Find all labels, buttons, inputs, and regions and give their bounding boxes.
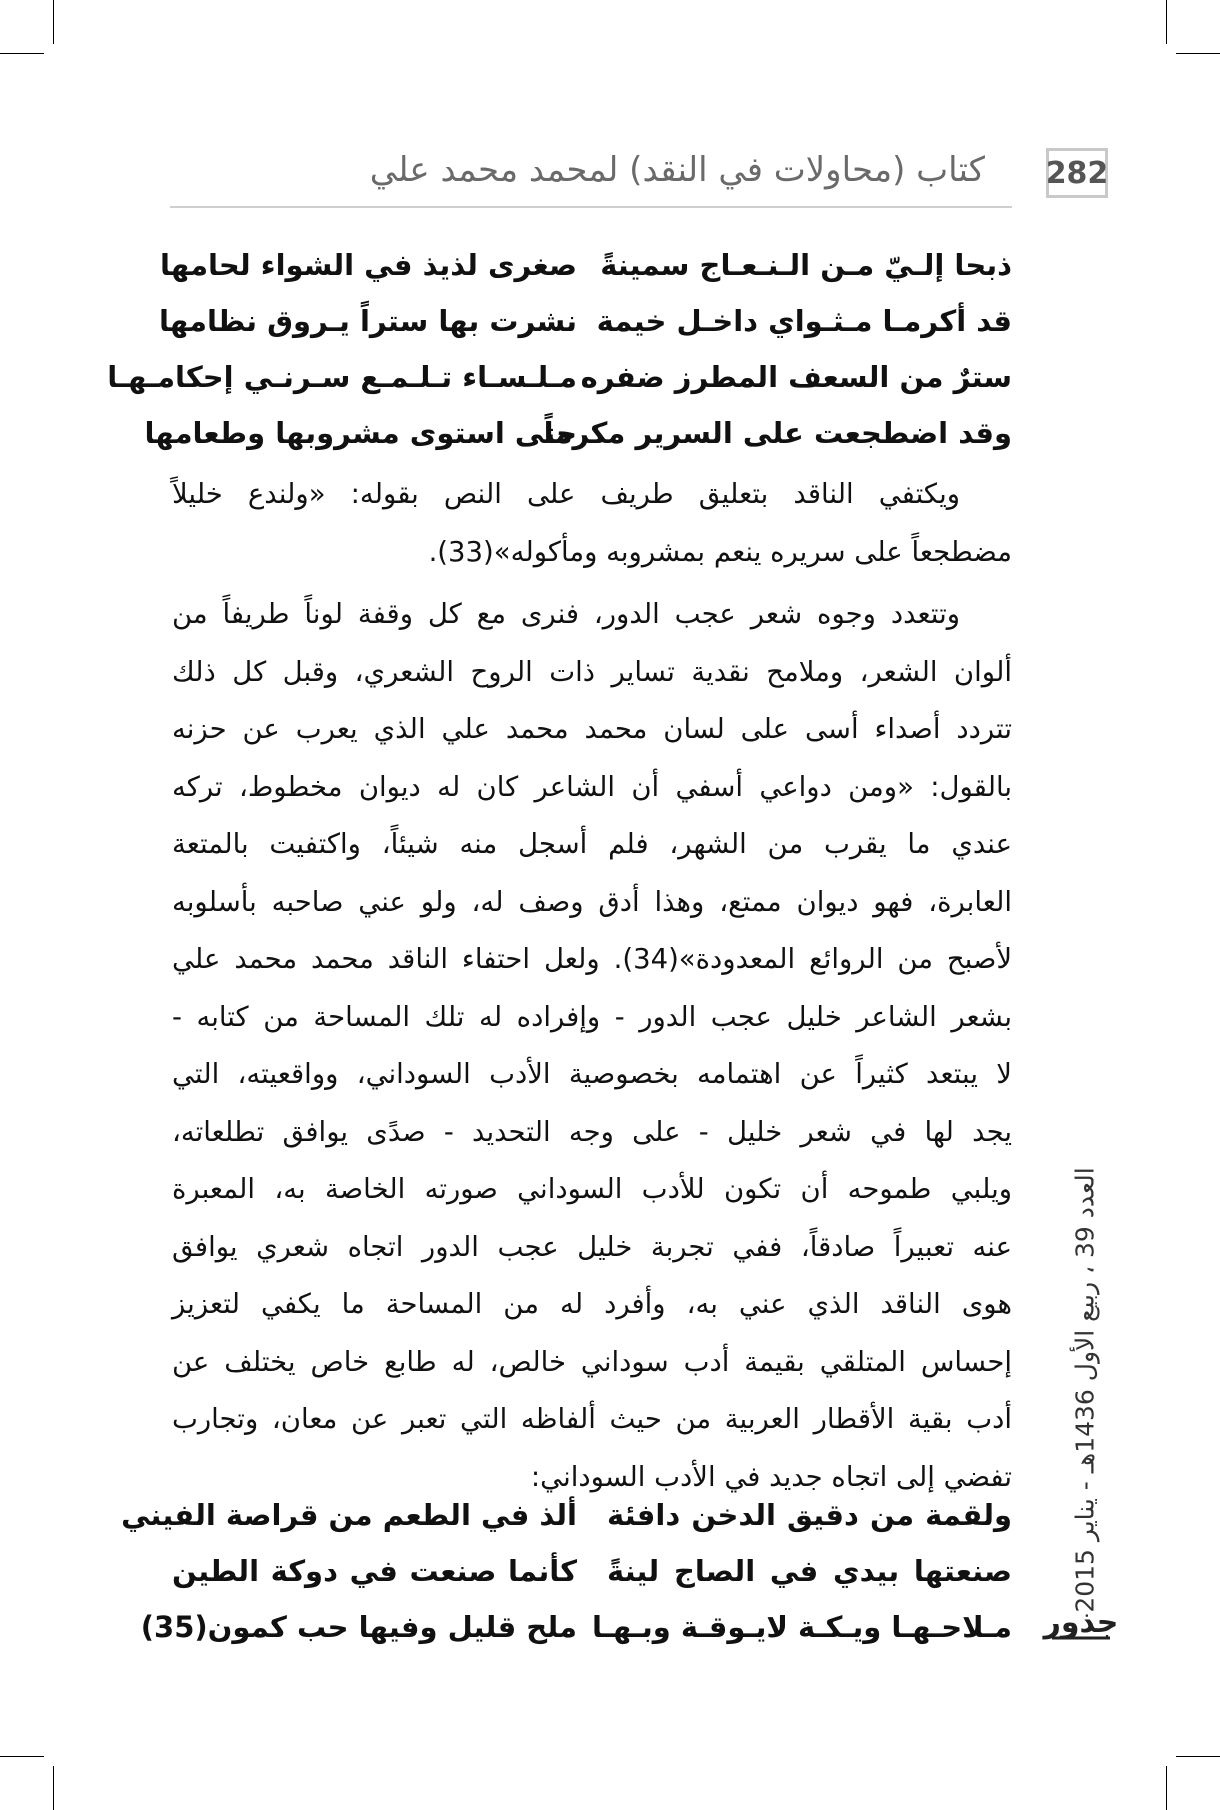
crop-mark [0, 1756, 44, 1757]
journal-logo [1043, 1602, 1119, 1642]
verse-line [140, 1610, 1012, 1666]
verse-first-hemistich: ذبحا إلـيّ مـن الـنـعـاج سمينةً [600, 248, 1012, 282]
verse-line [107, 360, 1012, 416]
verse-second-hemistich: ملح قليل وفيها حب كمون(35) [140, 1610, 577, 1644]
verse-line [144, 416, 1012, 472]
issue-info: العدد 39 ، ربيع الأول 1436هـ - يناير 2015 [1070, 1167, 1100, 1613]
page-header [0, 140, 1220, 204]
text-line: لأصبح من الروائع المعدودة»(34). ولعل احتفاء الناقد محمد محمد علي [172, 943, 1013, 975]
verse-first-hemistich: قد أكرمـا مـثـواي داخـل خيمة [596, 304, 1012, 338]
crop-mark [0, 53, 44, 54]
verse-line [172, 1554, 1012, 1610]
text-line: عندي ما يقرب من الشهر، فلم أسجل منه شيئاً، واكتفيت بالمتعة [172, 828, 1012, 860]
paragraph-body [172, 586, 1012, 1506]
text-line: أدب بقية الأقطار العربية من حيث ألفاظه التي تعبر عن معان، وتجارب [172, 1403, 1012, 1435]
logo-underline-icon [1046, 1602, 1116, 1642]
page-number: 282 [1046, 148, 1108, 198]
verse-first-hemistich: ولقمة من دقيق الدخن دافئة [607, 1498, 1012, 1532]
verse-second-hemistich: حتى استوى مشروبها وطعامها [144, 416, 577, 450]
verse-first-hemistich: وقد اضطجعت على السرير مكرماً [543, 416, 1012, 450]
crop-mark [53, 0, 54, 44]
crop-mark [1166, 0, 1167, 44]
crop-mark [1176, 1756, 1220, 1757]
text-line: ويكتفي الناقد بتعليق طريف على النص بقوله: «ولندع خليلاً [172, 478, 960, 510]
verse-line [121, 1498, 1012, 1554]
text-line: العابرة، فهو ديوان ممتع، وهذا أدق وصف له، ولو عني صاحبه بأسلوبه [172, 885, 1012, 918]
header-divider [170, 206, 1012, 208]
verse-first-hemistich: صنعتها بيدي في الصاج لينةً [607, 1554, 1012, 1588]
verse-line [158, 304, 1012, 360]
crop-mark [1176, 53, 1220, 54]
verse-second-hemistich: نشرت بها ستراً يـروق نظامها [158, 304, 577, 338]
verse-block-bottom [121, 1498, 1012, 1666]
verse-second-hemistich: ألذ في الطعم من قراصة الفيني [121, 1498, 577, 1532]
verse-second-hemistich: صغرى لذيذ في الشواء لحامها [160, 248, 577, 282]
text-line: يجد لها في شعر خليل - على وجه التحديد - صدًى يوافق تطلعاته، [172, 1115, 1012, 1148]
running-title: كتاب (محاولات في النقد) لمحمد محمد علي [369, 150, 985, 190]
logo-text: جذور [1043, 1604, 1119, 1640]
text-line: مضطجعاً على سريره ينعم بمشروبه ومأكوله»(33). [428, 535, 1012, 568]
text-line: عنه تعبيراً صادقاً، ففي تجربة خليل عجب الدور اتجاه شعري يوافق [172, 1230, 1012, 1263]
verse-block-top [107, 248, 1012, 472]
verse-line [160, 248, 1012, 304]
verse-first-hemistich: سترٌ من السعف المطرز ضفره [580, 360, 1012, 394]
text-line: ألوان الشعر، وملامح نقدية تساير ذات الروح الشعري، وقبل كل ذلك [172, 655, 1012, 688]
text-line: بالقول: «ومن دواعي أسفي أن الشاعر كان له ديوان مخطوط، تركه [172, 770, 1012, 803]
text-line: وتتعدد وجوه شعر عجب الدور، فنرى مع كل وقفة لوناً طريفاً من [172, 598, 960, 630]
text-line: لا يبتعد كثيراً عن اهتمامه بخصوصية الأدب السوداني، وواقعيته، التي [172, 1058, 1012, 1090]
text-line: ويلبي طموحه أن تكون للأدب السوداني صورته الخاصة به، المعبرة [172, 1173, 1012, 1205]
issue-sidebar [1040, 1140, 1130, 1640]
text-line: هوى الناقد الذي عني به، وأفرد له من المساحة ما يكفي لتعزيز [172, 1288, 1012, 1320]
paragraph-commentary [172, 466, 1012, 581]
verse-second-hemistich: مـلـسـاء تـلـمـع سـرنـي إحكامـهـا [107, 360, 577, 394]
crop-mark [53, 1766, 54, 1810]
text-line: إحساس المتلقي بقيمة أدب سوداني خالص، له طابع خاص يختلف عن [172, 1345, 1012, 1378]
verse-first-hemistich: مـلاحـهـا ويـكـة لايـوقـة وبـهـا [592, 1610, 1012, 1644]
text-line: تتردد أصداء أسى على لسان محمد محمد علي الذي يعرب عن حزنه [172, 713, 1012, 745]
verse-second-hemistich: كأنما صنعت في دوكة الطين [172, 1554, 577, 1588]
text-line: بشعر الشاعر خليل عجب الدور - وإفراده له تلك المساحة من كتابه - [172, 1000, 1012, 1033]
text-line: تفضي إلى اتجاه جديد في الأدب السوداني: [530, 1460, 1012, 1493]
crop-mark [1166, 1766, 1167, 1810]
